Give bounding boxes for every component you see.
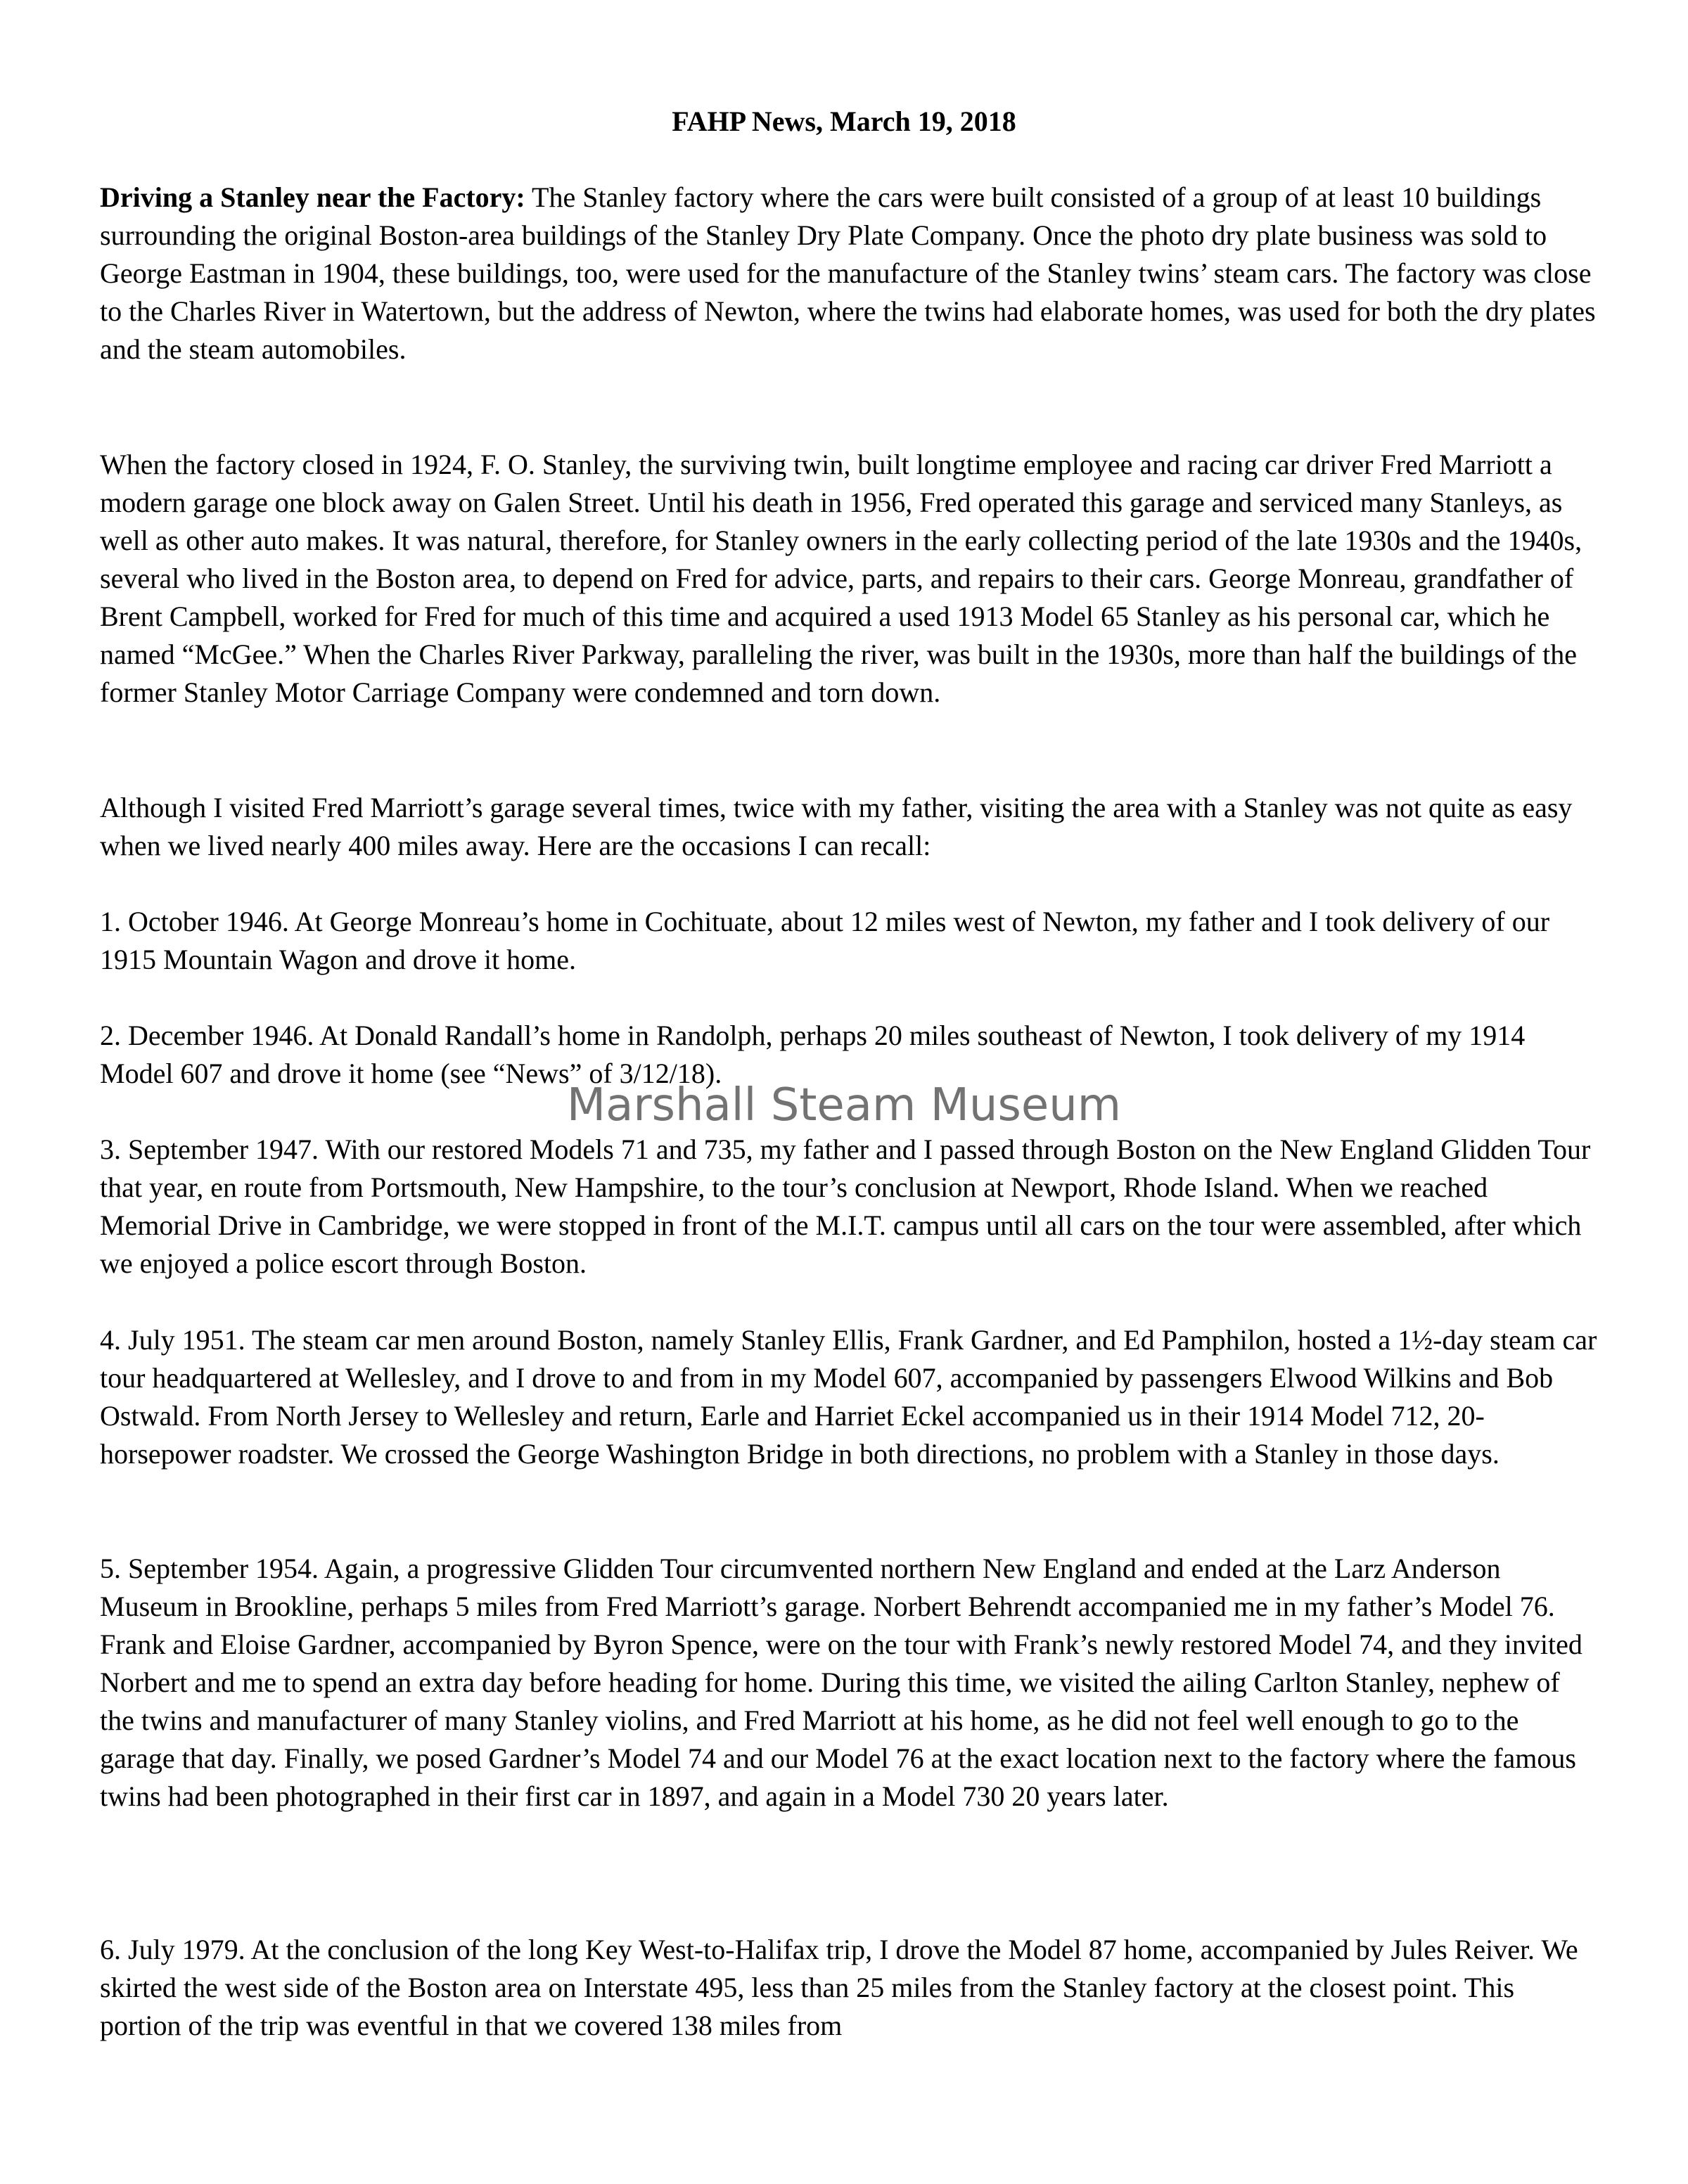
paragraph-intro-body: The Stanley factory where the cars were built consisted of a group of at least 10 buildings surrounding the original Boston-area buildings of the Stanley Dry Plate Company. Once the photo dry plate business was sold to George Eastman in 1904, these buildings, too, were used for the manufacture of the Stanley twins’ steam cars. The factory was close to the Charles River in Watertown, but the address of Newton, where the twins had elaborate homes, was used for both the dry plates and the steam automobiles. bbox=[100, 181, 1596, 365]
list-item-1954-september: 5. September 1954. Again, a progressive Glidden Tour circumvented northern New England and ended at the Larz Anderson Museum in Brookline, perhaps 5 miles from Fred Marriott’s garage. Norbert Behrendt accompanied me in my father’s Model 76. Frank and Eloise Gardner, accompanied by Byron Spence, were on the tour with Frank’s newly restored Model 74, and they invited Norbert and me to spend an extra day before heading for home. During this time, we visited the ailing Carlton Stanley, nephew of the twins and manufacturer of many Stanley violins, and Fred Marriott at his home, as he did not feel well enough to go to the garage that day. Finally, we posed Gardner’s Model 74 and our Model 76 at the exact location next to the factory where the famous twins had been photographed in their first car in 1897, and again in a Model 730 20 years later. bbox=[100, 1553, 1582, 1812]
paragraph-factory-closure: When the factory closed in 1924, F. O. Stanley, the surviving twin, built longtime employee and racing car driver Fred Marriott a modern garage one block away on Galen Street. Until his death in 1956, Fred operated this garage and serviced many Stanleys, as well as other auto makes. It was natural, therefore, for Stanley owners in the early collecting period of the late 1930s and the 1940s, several who lived in the Boston area, to depend on Fred for advice, parts, and repairs to their cars. George Monreau, grandfather of Brent Campbell, worked for Fred for much of this time and acquired a used 1913 Model 65 Stanley as his personal car, which he named “McGee.” When the Charles River Parkway, paralleling the river, was built in the 1930s, more than half the buildings of the former Stanley Motor Carriage Company were condemned and torn down. bbox=[100, 449, 1582, 708]
paragraph-intro bbox=[100, 179, 1598, 368]
watermark-text: Marshall Steam Museum bbox=[566, 1079, 1122, 1131]
list-item-1947-september: 3. September 1947. With our restored Models 71 and 735, my father and I passed through Boston on the New England Glidden Tour that year, en route from Portsmouth, New Hampshire, to the tour’s conclusion at Newport, Rhode Island. When we reached Memorial Drive in Cambridge, we were stopped in front of the M.I.T. campus until all cars on the tour were assembled, after which we enjoyed a police escort through Boston. bbox=[100, 1133, 1591, 1279]
list-item-1979-july: 6. July 1979. At the conclusion of the long Key West-to-Halifax trip, I drove the Model 87 home, accompanied by Jules Reiver. We skirted the west side of the Boston area on Interstate 495, less than 25 miles from the Stanley factory at the closest point. This portion of the trip was eventful in that we covered 138 miles from bbox=[100, 1934, 1578, 2041]
list-item-1951-july: 4. July 1951. The steam car men around Boston, namely Stanley Ellis, Frank Gardner, and Ed Pamphilon, hosted a 1½-day steam car tour headquartered at Wellesley, and I drove to and from in my Model 607, accompanied by passengers Elwood Wilkins and Bob Ostwald. From North Jersey to Wellesley and return, Earle and Harriet Eckel accompanied us in their 1914 Model 712, 20-horsepower roadster. We crossed the George Washington Bridge in both directions, no problem with a Stanley in those days. bbox=[100, 1324, 1597, 1470]
list-item-1946-october: 1. October 1946. At George Monreau’s home in Cochituate, about 12 miles west of Newton, my father and I took delivery of our 1915 Mountain Wagon and drove it home. bbox=[100, 906, 1550, 975]
paragraph-lead-heading: Driving a Stanley near the Factory: bbox=[100, 181, 525, 213]
page-title: FAHP News, March 19, 2018 bbox=[672, 105, 1016, 137]
paragraph-occasions-intro: Although I visited Fred Marriott’s garage several times, twice with my father, visiting the area with a Stanley was not quite as easy when we lived nearly 400 miles away. Here are the occasions I can recall: bbox=[100, 792, 1573, 861]
list-item-1946-december: 2. December 1946. At Donald Randall’s home in Randolph, perhaps 20 miles southeast of Newton, I took delivery of my 1914 Model 607 and drove it home (see “News” of 3/12/18). bbox=[100, 1020, 1526, 1089]
